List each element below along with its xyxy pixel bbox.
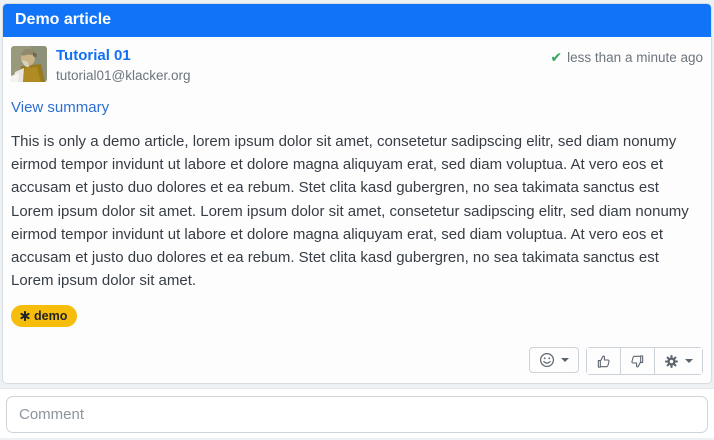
article-actions <box>11 333 703 375</box>
author-name-link[interactable]: Tutorial 01 <box>56 47 131 64</box>
thumbs-down-icon <box>630 354 645 369</box>
article-body-text: This is only a demo article, lorem ipsum dolor sit amet, consetetur sadipscing elitr, sed diam nonumy eirmod tempor invidunt ut labore et dolore magna aliquyam erat, sed diam voluptua. At vero eos et accusam et justo duo dolores et ea rebum. Stet clita kasd gubergren, no sea takimata sanctus est Lorem ipsum dolor sit amet. Lorem ipsum dolor sit amet, consetetur sadipscing elitr, sed diam nonumy eirmod tempor invidunt ut labore et dolore magna aliquyam erat, sed diam voluptua. At vero eos et accusam et justo duo dolores et ea rebum. Stet clita kasd gubergren, no sea takimata sanctus est Lorem ipsum dolor sit amet. <box>11 133 689 290</box>
article-card <box>2 3 712 384</box>
gear-icon <box>664 354 679 369</box>
thumbs-up-icon <box>596 354 611 369</box>
article-title: Demo article <box>3 4 711 37</box>
smiley-face-icon <box>539 352 555 368</box>
author-row <box>11 46 703 83</box>
timestamp-text: less than a minute ago <box>567 50 703 65</box>
view-summary-link[interactable]: View summary <box>11 99 110 116</box>
asterisk-tag-icon <box>20 311 30 321</box>
emoji-reaction-dropdown-button[interactable] <box>529 347 579 373</box>
comment-section <box>0 388 714 438</box>
caret-down-icon <box>561 358 569 362</box>
article-card-body <box>3 37 711 383</box>
author-email: tutorial01@klacker.org <box>56 68 191 83</box>
article-settings-dropdown-button[interactable] <box>654 348 702 374</box>
comment-input[interactable] <box>6 396 708 433</box>
tag-label: demo <box>34 309 68 324</box>
timestamp <box>550 49 703 66</box>
tag-badge-demo[interactable] <box>11 305 77 327</box>
author-meta <box>56 46 550 83</box>
check-mark-icon: ✔ <box>550 49 563 65</box>
thumbs-up-button[interactable] <box>587 348 620 374</box>
thumbs-down-button[interactable] <box>620 348 654 374</box>
portrait-painting-avatar-image <box>11 46 47 82</box>
caret-down-icon <box>685 359 693 363</box>
user-avatar[interactable] <box>11 46 47 82</box>
tag-row <box>11 305 703 327</box>
vote-settings-button-group <box>586 347 703 375</box>
